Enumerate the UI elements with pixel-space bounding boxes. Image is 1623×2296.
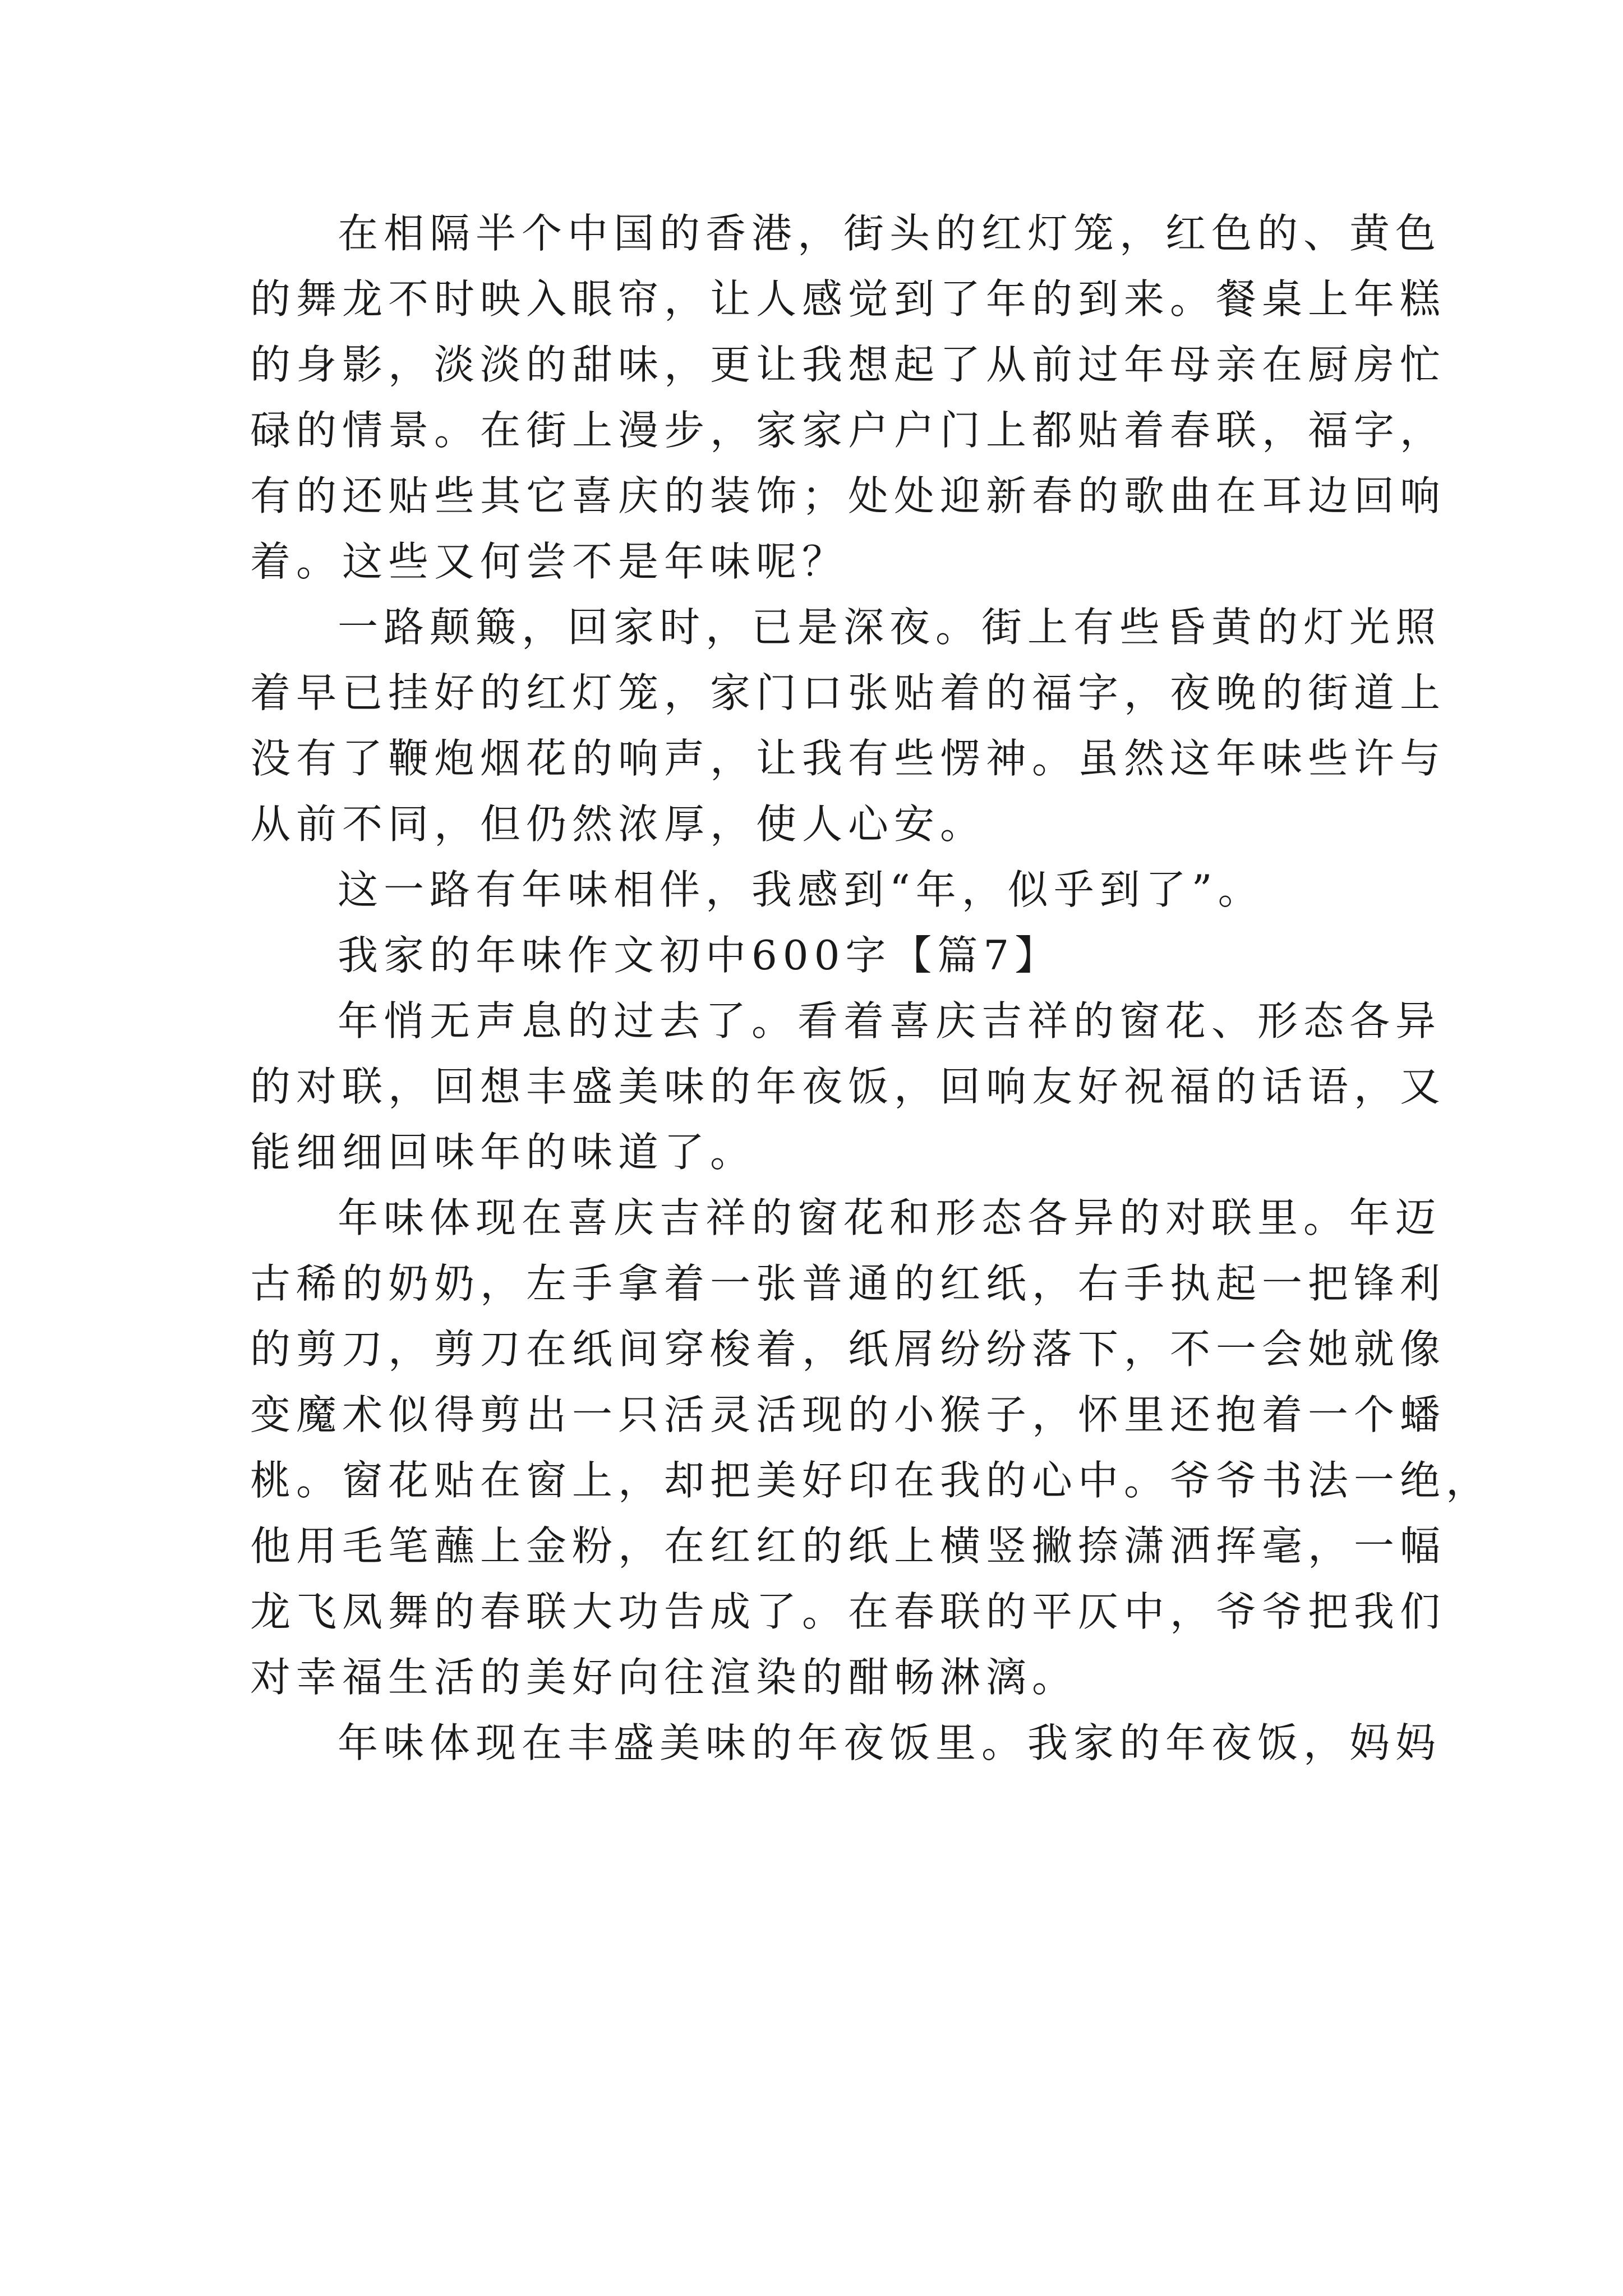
text-line: 年味体现在喜庆吉祥的窗花和形态各异的对联里。年迈 [338,1194,1442,1241]
text-line: 的剪刀，剪刀在纸间穿梭着，纸屑纷纷落下，不一会她就像 [250,1326,1446,1373]
text-line: 变魔术似得剪出一只活灵活现的小猴子，怀里还抱着一个蟠 [250,1391,1446,1438]
text-line: 古稀的奶奶，左手拿着一张普通的红纸，右手执起一把锋利 [250,1260,1446,1307]
text-line: 碌的情景。在街上漫步，家家户户门上都贴着春联，福字， [250,407,1446,454]
text-line: 一路颠簸，回家时，已是深夜。街上有些昏黄的灯光照 [338,604,1442,651]
text-line: 年味体现在丰盛美味的年夜饭里。我家的年夜饭，妈妈 [338,1719,1442,1766]
text-line: 桃。窗花贴在窗上，却把美好印在我的心中。爷爷书法一绝， [250,1457,1492,1504]
text-line: 在相隔半个中国的香港，街头的红灯笼，红色的、黄色 [338,210,1442,257]
heading-text: 我家的年味作文初中600字【篇7】 [338,932,1061,979]
paragraph-1 [250,201,1446,595]
paragraph-3 [250,857,1400,923]
text-line: 着。这些又何尝不是年味呢？ [250,538,849,585]
paragraph-4 [250,988,1446,1185]
document-body [250,201,1492,1776]
text-line: 对幸福生活的美好向往渲染的酣畅淋漓。 [250,1654,1078,1701]
text-line: 有的还贴些其它喜庆的装饰；处处迎新春的歌曲在耳边回响 [250,472,1446,519]
text-line: 从前不同，但仍然浓厚，使人心安。 [250,800,986,848]
text-line: 他用毛笔蘸上金粉，在红红的纸上横竖撇捺潇洒挥毫，一幅 [250,1522,1446,1570]
paragraph-5 [250,1185,1492,1710]
text-line: 的舞龙不时映入眼帘，让人感觉到了年的到来。餐桌上年糕 [250,275,1446,323]
paragraph-2 [250,595,1446,857]
section-heading [250,923,1400,988]
text-line: 的身影，淡淡的甜味，更让我想起了从前过年母亲在厨房忙 [250,341,1446,388]
text-line: 能细细回味年的味道了。 [250,1129,757,1176]
text-line: 没有了鞭炮烟花的响声，让我有些愣神。虽然这年味些许与 [250,735,1446,782]
text-line: 着早已挂好的红灯笼，家门口张贴着的福字，夜晚的街道上 [250,669,1446,716]
paragraph-6 [250,1710,1442,1776]
text-line: 龙飞凤舞的春联大功告成了。在春联的平仄中，爷爷把我们 [250,1588,1446,1635]
text-line: 的对联，回想丰盛美味的年夜饭，回响友好祝福的话语，又 [250,1063,1446,1110]
text-line: 这一路有年味相伴，我感到“年，似乎到了”。 [338,866,1264,913]
text-line: 年悄无声息的过去了。看着喜庆吉祥的窗花、形态各异 [338,997,1442,1045]
